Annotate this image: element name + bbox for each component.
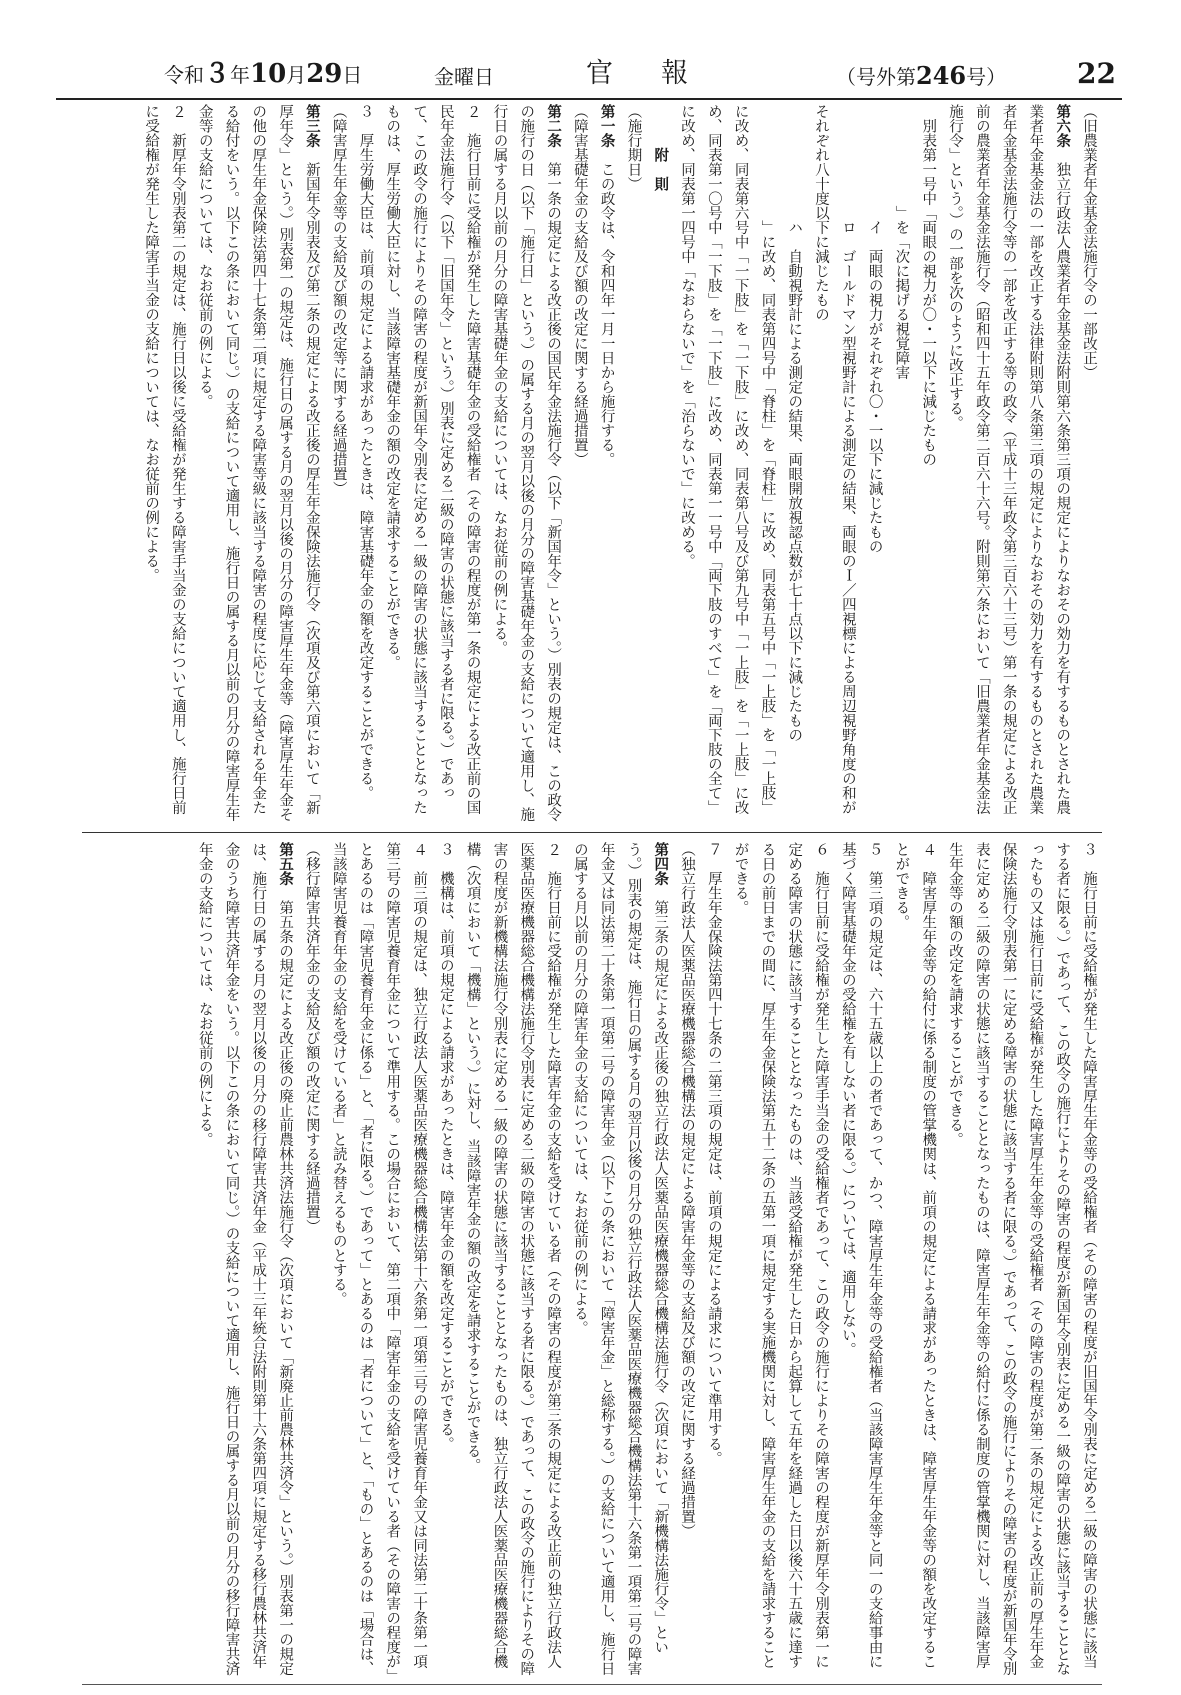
heading: （施行期日）	[625, 104, 642, 191]
heading: （旧農業者年金基金法施行令の一部改正）	[1081, 104, 1097, 380]
article-label: 第六条	[1054, 104, 1071, 148]
paragraph: ５ 第三項の規定は、六十五歳以上の者であって、かつ、障害厚生年金等の受給権者（当該障害厚生年金等と同一の支給事由に基づく障害基礎年金の受給権を有しない者に限る。）については、適用しない。	[839, 842, 883, 1669]
article	[191, 842, 298, 1678]
issue-number-value: 246	[916, 61, 967, 90]
lower-text-block	[82, 842, 1102, 1678]
paragraph: ３ 機構は、前項の規定による請求があったときは、障害年金の額を改定することができる。	[437, 842, 454, 1451]
article-label: 第二条	[545, 104, 562, 148]
issue-date	[164, 53, 362, 90]
article-text: この政令は、令和四年一月一日から施行する。	[598, 147, 615, 467]
article-label: 第五条	[277, 842, 294, 886]
article-text: 第一条の規定による改正後の国民年金法施行令（以下「新国年令」という。）別表の規定は、この政令の施行の日（以下「施行日」という。）の属する月の翌月以後の月分の障害基礎年金の支給について適用し、施行日の属する月以前の月分の障害基礎年金の支給については、なお従前の例による。	[491, 104, 562, 822]
page-number: 22	[1077, 57, 1116, 90]
date-era: 令和	[164, 63, 204, 87]
weekday: 金曜日	[434, 65, 494, 89]
heading: （独立行政法人医薬品医療機器総合機構法の規定による障害年金等の支給及び額の改定に関する経過措置）	[679, 842, 696, 1538]
paragraph: 別表第一号中「両眼の視力が〇・一以下に減じたもの	[920, 104, 937, 467]
article	[941, 104, 1075, 826]
supplementary-heading: 附 則	[652, 104, 669, 191]
article-label: 第四条	[652, 842, 669, 886]
tier-divider	[82, 832, 1102, 833]
paragraph: ４ 前三項の規定は、独立行政法人医薬品医療機器総合機構法第十六条第一項第三号の障害児養育年金又は同法第二十条第一項第三号の障害児養育年金について準用する。この場合において、第二項中「障害年金の支給を受けている者（その障害の程度が」とあるのは「障害児養育年金に係る」と、「者に限る。）であって」とあるのは「者について」と、「もの」とあるのは「場合は、当該障害児養育年金の支給を受けている者」と読み替えるものとする。	[330, 842, 428, 1676]
upper-text-block	[82, 104, 1102, 826]
article-text: 独立行政法人農業者年金基金法附則第六条第三項の規定によりなおその効力を有するものとされた農業者年金基金法の一部を改正する法律附則第八条第三項の規定によりなおその効力を有するものとされた農業者年金基金法施行令等の一部を改正する等の政令（平成十三年政令第三百六十三号）第一条の規定による改正前の農業者年金基金法施行令（昭和四十五年政令第二百六十六号。附則第六条において「旧農業者年金基金法施行令」という。）の一部を次のように改正する。	[947, 104, 1071, 815]
paragraph: ３ 厚生労働大臣は、前項の規定による請求があったときは、障害基礎年金の額を改定することができる。	[357, 104, 374, 800]
issue-number	[836, 61, 1006, 90]
paragraph: ロ ゴールドマン型視野計による測定の結果、両眼のＩ／四視標による周辺視野角度の和がそれぞれ八十度以下に減じたもの	[813, 104, 856, 815]
bottom-rule	[82, 1684, 1102, 1685]
date-month-unit: 月	[286, 63, 307, 87]
date-month: 10	[250, 59, 287, 89]
paragraph: ２ 施行日前に受給権が発生した障害基礎年金の受給権者（その障害の程度が第一条の規定による改正前の国民年金法施行令（以下「旧国年令」という。）別表に定める二級の障害の状態に該当する者に限る。）であって、この政令の施行によりその障害の程度が新国年令別表に定める一級の障害の状態に該当することとなったものは、厚生労働大臣に対し、当該障害基礎年金の額の改定を請求することができる。	[384, 104, 481, 815]
date-year: ３	[204, 59, 231, 89]
article	[486, 104, 566, 826]
issue-prefix: （号外第	[836, 65, 916, 89]
article-text: 新国年令別表及び第二条の規定による改正後の厚生年金保険法施行令（次項及び第六項において「新厚年令」という。）別表第一の規定は、施行日の属する月の翌月以後の月分の障害厚生年金等（障害厚生年金その他の厚生年金保険法第四十七条第二項に規定する障害等級に該当する障害の程度に応じて支給される年金たる給付をいう。以下この条において同じ。）の支給について適用し、施行日の属する月以前の月分の障害厚生年金等の支給については、なお従前の例による。	[196, 104, 320, 822]
heading: （移行障害共済年金の支給及び額の改定に関する経過措置）	[303, 842, 320, 1234]
date-day: 29	[306, 59, 343, 89]
issue-suffix: 号）	[966, 65, 1007, 89]
article-label: 第一条	[598, 104, 615, 148]
paragraph: 」を「次に掲げる視覚障害	[893, 104, 910, 380]
article	[593, 104, 620, 826]
article	[566, 842, 673, 1678]
article	[191, 104, 325, 826]
paragraph: 」に改め、同表第四号中「脊柱」を「脊柱」に改め、同表第五号中「一上肢」を「一上肢」に改め、同表第六号中「一下肢」を「一下肢」に改め、同表第八号及び第九号中「一上肢」を「一上肢」に改め、同表第一〇号中「一下肢」を「一下肢」に改め、同表第一一号中「両下肢のすべて」を「両下肢の全て」に改め、同表第一四号中「なおらないで」を「治らないで」に改める。	[679, 104, 776, 815]
paragraph: ２ 新厚年令別表第二の規定は、施行日以後に受給権が発生する障害手当金の支給について適用し、施行日前に受給権が発生した障害手当金の支給については、なお従前の例による。	[143, 104, 186, 815]
heading: （障害基礎年金の支給及び額の改定に関する経過措置）	[571, 104, 588, 467]
article-text: 第五条の規定による改正後の廃止前農林共済法施行令（次項において「新廃止前農林共済令」という。）別表第一の規定は、施行日の属する月の翌月以後の月分の移行障害共済年金（平成十三年統合法附則第十六条第四項に規定する移行農林共済年金のうち障害共済年金をいう。以下この条において同じ。）の支給について適用し、施行日の属する月以前の月分の移行障害共済年金の支給については、なお従前の例による。	[196, 842, 294, 1676]
gazette-header	[56, 58, 1122, 100]
paragraph: ２ 施行日前に受給権が発生した障害年金の支給を受けている者（その障害の程度が第三条の規定による改正前の独立行政法人医薬品医療機器総合機構法施行令別表に定める二級の障害の状態に該当する者に限る。）であって、この政令の施行によりその障害の程度が新機構法施行令別表に定める一級の障害の状態に該当することとなったものは、独立行政法人医薬品医療機器総合機構（次項において「機構」という。）に対し、当該障害年金の額の改定を請求することができる。	[464, 842, 562, 1676]
gazette-title: 官報	[586, 58, 736, 89]
paragraph: ハ 自動視野計による測定の結果、両眼開放視認点数が七十点以下に減じたもの	[786, 104, 803, 742]
date-day-unit: 日	[342, 63, 363, 87]
date-year-unit: 年	[230, 63, 251, 87]
paragraph: ６ 施行日前に受給権が発生した障害手当金の受給権者であって、この政令の施行によりその障害の程度が新厚年令別表第一に定める障害の状態に該当することとなったものは、当該受給権が発生した日から起算して五年を経過した日以後六十五歳に達する日の前日までの間に、厚生年金保険法第五十二条の五第一項に規定する実施機関に対し、障害厚生年金の支給を請求することができる。	[732, 842, 830, 1669]
heading: （障害厚生年金等の支給及び額の改定等に関する経過措置）	[330, 104, 347, 496]
paragraph: イ 両眼の視力がそれぞれ〇・一以下に減じたもの	[866, 104, 883, 554]
article-label: 第三条	[303, 104, 320, 148]
paragraph: ７ 厚生年金保険法第四十七条の二第三項の規定は、前項の規定による請求について準用する。	[705, 842, 722, 1466]
paragraph: ４ 障害厚生年金等の給付に係る制度の管掌機関は、前項の規定による請求があったときは、障害厚生年金等の額を改定することができる。	[893, 842, 937, 1669]
paragraph: ３ 施行日前に受給権が発生した障害厚生年金等の受給権者（その障害の程度が旧国年令別表に定める二級の障害の状態に該当する者に限る。）であって、この政令の施行によりその障害の程度が新国年令別表に定める一級の障害の状態に該当することとなったもの又は施行日前に受給権が発生した障害厚生年金等の受給権者（その障害の程度が第二条の規定による改正前の厚生年金保険法施行令別表第一に定める障害の状態に該当する者に限る。）であって、この政令の施行によりその障害の程度が新国年令別表に定める二級の障害の状態に該当することとなったものは、障害厚生年金等の給付に係る制度の管掌機関に対し、当該障害厚生年金等の額の改定を請求することができる。	[947, 842, 1097, 1676]
article-text: 第三条の規定による改正後の独立行政法人医薬品医療機器総合機構法施行令（次項において「新機構法施行令」という。）別表の規定は、施行日の属する月の翌月以後の月分の独立行政法人医薬品医療機器総合機構法第十六条第一項第二号の障害年金又は同法第二十条第一項第二号の障害年金（以下この条において「障害年金」と総称する。）の支給について適用し、施行日の属する月以前の月分の障害年金の支給については、なお従前の例による。	[571, 842, 669, 1676]
